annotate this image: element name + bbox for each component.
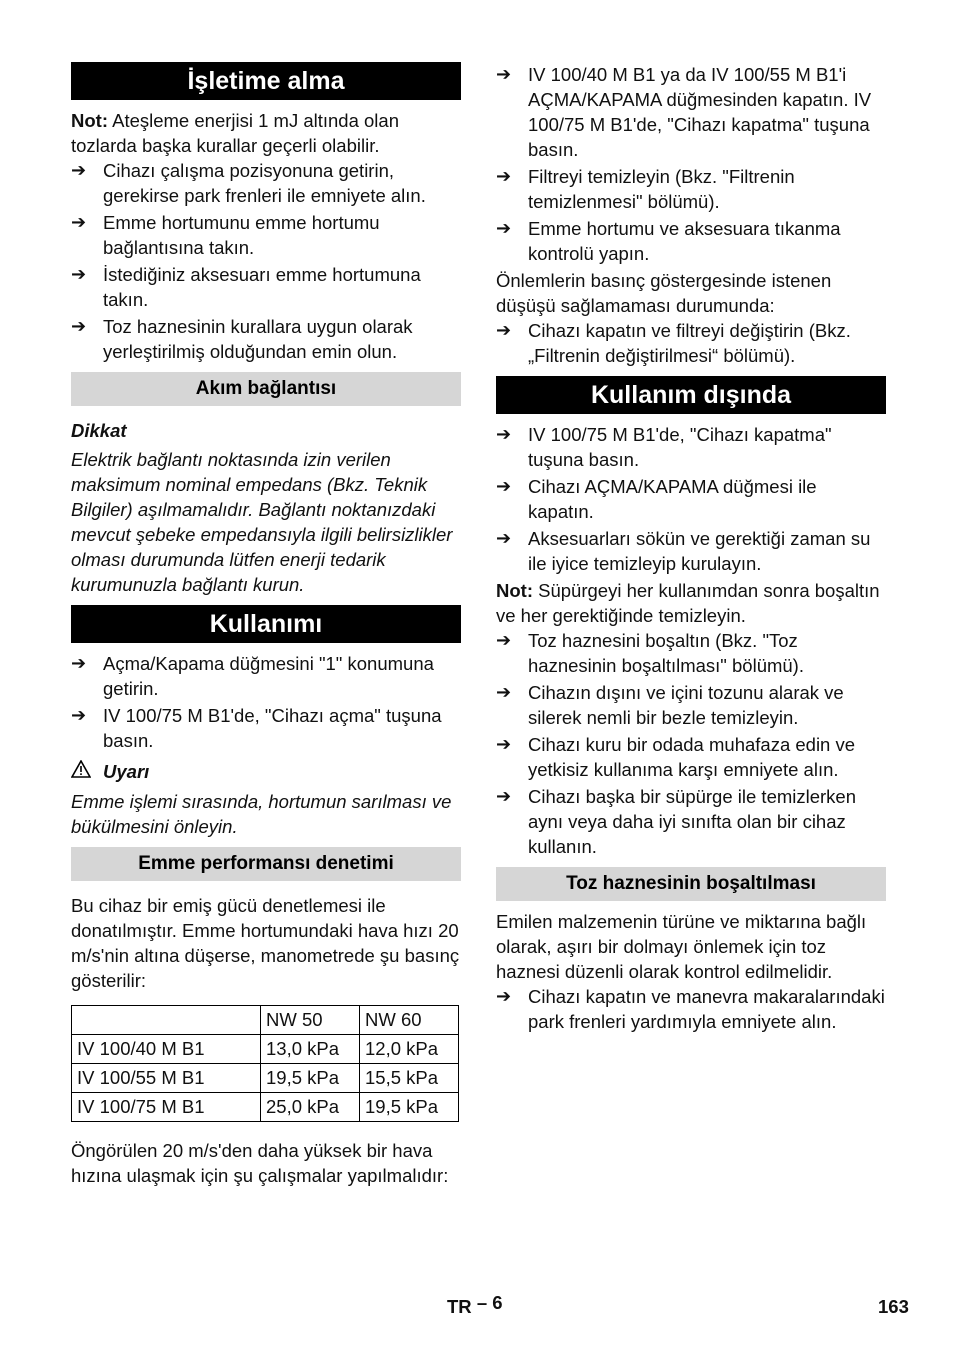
arrow-icon: ➔ [496, 734, 512, 754]
list-item: ➔ Aksesuarları sökün ve gerektiği zaman su ile iyice temizleyip kurulayın. [496, 528, 871, 574]
list-item: ➔ IV 100/75 M B1'de, "Cihazı açma" tuşuna basın. [71, 705, 442, 751]
arrow-icon: ➔ [71, 212, 87, 232]
warning-text: Emme işlemi sırasında, hortumun sarılması ve bükülmesini önleyin. [71, 791, 452, 837]
arrow-icon: ➔ [496, 218, 512, 238]
arrow-icon: ➔ [71, 653, 87, 673]
arrow-icon: ➔ [71, 316, 87, 336]
note-paragraph-right [496, 578, 886, 628]
list-item: ➔ IV 100/75 M B1'de, "Cihazı kapatma" tuşuna basın. [496, 424, 832, 470]
note-label: Not: [71, 110, 108, 131]
list-item: ➔ İstediğiniz aksesuarı emme hortumuna takın. [71, 264, 421, 310]
list-item: ➔ Açma/Kapama düğmesini "1" konumuna getirin. [71, 653, 434, 699]
arrow-icon: ➔ [71, 264, 87, 284]
warning-label: Uyarı [103, 761, 150, 782]
arrow-icon: ➔ [496, 986, 512, 1006]
heading-power-connection: Akım bağlantısı [71, 372, 461, 406]
list-item: ➔ Cihazın dışını ve içini tozunu alarak ve silerek nemli bir bezle temizleyin. [496, 682, 844, 728]
note-text: Süpürgeyi her kullanımdan sonra boşaltın ve her gerektiğinde temizleyin. [496, 580, 880, 626]
arrow-icon: ➔ [496, 786, 512, 806]
arrow-icon: ➔ [496, 528, 512, 548]
heading-commissioning: İşletime alma [71, 62, 461, 100]
list-item: ➔ Toz haznesini boşaltın (Bkz. "Toz haznesinin boşaltılması" bölümü). [496, 630, 804, 676]
arrow-icon: ➔ [496, 630, 512, 650]
list-item: ➔ Emme hortumu ve aksesuara tıkanma kontrolü yapın. [496, 218, 841, 264]
footer-section-label [447, 1292, 503, 1318]
table-header-row: NW 50 NW 60 [72, 1006, 459, 1035]
bullet-list-out-of-use [496, 422, 886, 576]
suction-text: Bu cihaz bir emiş gücü denetlemesi ile donatılmıştır. Emme hortumundaki hava hızı 20 m/s'nin altına düşerse, manometrede şu basınç gösterilir: [71, 895, 460, 991]
footer-lang: TR [447, 1296, 472, 1317]
list-item: ➔ Emme hortumunu emme hortumu bağlantısına takın. [71, 212, 380, 258]
bullet-list-operation [71, 651, 461, 753]
list-item: ➔ Cihazı çalışma pozisyonuna getirin, gerekirse park frenleri ile emniyete alın. [71, 160, 426, 206]
arrow-icon: ➔ [71, 705, 87, 725]
warning-triangle-icon [71, 759, 103, 785]
list-item: ➔ Filtreyi temizleyin (Bkz. "Filtrenin temizlenmesi" bölümü). [496, 166, 795, 212]
arrow-icon: ➔ [496, 166, 512, 186]
note-paragraph [71, 108, 461, 158]
right-column [496, 62, 886, 1036]
list-item: ➔ Cihazı kapatın ve manevra makaralarındaki park frenleri yardımıyla emniyete alın. [496, 986, 885, 1032]
list-item: ➔ IV 100/40 M B1 ya da IV 100/55 M B1'i AÇMA/KAPAMA düğmesinden kapatın. IV 100/75 M B1'de, "Cihazı kapatma" tuşuna basın. [496, 64, 872, 160]
heading-suction-performance: Emme performansı denetimi [71, 847, 461, 881]
arrow-icon: ➔ [496, 682, 512, 702]
heading-operation: Kullanımı [71, 605, 461, 643]
bullet-list-emptying [496, 984, 886, 1034]
arrow-icon: ➔ [496, 64, 512, 84]
list-item: ➔ Cihazı başka bir süpürge ile temizlerken aynı veya daha iyi sınıfta olan bir cihaz kullanın. [496, 786, 857, 857]
table-row: IV 100/75 M B1 25,0 kPa 19,5 kPa [72, 1093, 459, 1122]
page-number: 163 [878, 1296, 909, 1317]
bullet-list-commissioning [71, 158, 461, 364]
table-row: IV 100/40 M B1 13,0 kPa 12,0 kPa [72, 1035, 459, 1064]
list-item: ➔ Cihazı AÇMA/KAPAMA düğmesi ile kapatın. [496, 476, 817, 522]
emptying-paragraph: Emilen malzemenin türüne ve miktarına bağlı olarak, aşırı bir dolmayı önlemek için toz haznesi düzenli olarak kontrol edilmelidir. [496, 911, 867, 982]
after-table-text: Öngörülen 20 m/s'den daha yüksek bir hava hızına ulaşmak için şu çalışmalar yapılmalıdır: [71, 1140, 449, 1186]
heading-out-of-use: Kullanım dışında [496, 376, 886, 414]
arrow-icon: ➔ [496, 476, 512, 496]
pressure-table [71, 1005, 459, 1122]
footer-section-page: 6 [492, 1292, 503, 1313]
list-item: ➔ Cihazı kapatın ve filtreyi değiştirin (Bkz. „Filtrenin değiştirilmesi“ bölümü). [496, 320, 851, 366]
bullet-list-cleaning [496, 628, 886, 859]
note-text: Ateşleme enerjisi 1 mJ altında olan tozlarda başka kurallar geçerli olabilir. [71, 110, 399, 156]
caution-label: Dikkat [71, 420, 127, 441]
caution-text: Elektrik bağlantı noktasında izin verilen maksimum nominal empedans (Bkz. Teknik Bilgiler) aşılmamalıdır. Bağlantı noktanızdaki mevcut şebeke empedansıyla ilgili belirsizlikler olması durumunda lütfen enerji tedarik kurumunuzla bağlantı kurun. [71, 449, 453, 595]
arrow-icon: ➔ [71, 160, 87, 180]
pressure-paragraph: Önlemlerin basınç göstergesinde istenen düşüşü sağlamaması durumunda: [496, 270, 832, 316]
bullet-list-filter [496, 318, 886, 368]
list-item: ➔ Toz haznesinin kurallara uygun olarak yerleştirilmiş olduğundan emin olun. [71, 316, 413, 362]
arrow-icon: ➔ [496, 424, 512, 444]
bullet-list-measures [496, 62, 886, 266]
footer-dash: – [476, 1292, 488, 1313]
list-item: ➔ Cihazı kuru bir odada muhafaza edin ve yetkisiz kullanıma karşı emniyete alın. [496, 734, 856, 780]
arrow-icon: ➔ [496, 320, 512, 340]
note-label: Not: [496, 580, 533, 601]
heading-dust-container-emptying: Toz haznesinin boşaltılması [496, 867, 886, 901]
left-column [71, 62, 461, 1188]
table-row: IV 100/55 M B1 19,5 kPa 15,5 kPa [72, 1064, 459, 1093]
warning-heading [71, 759, 461, 785]
